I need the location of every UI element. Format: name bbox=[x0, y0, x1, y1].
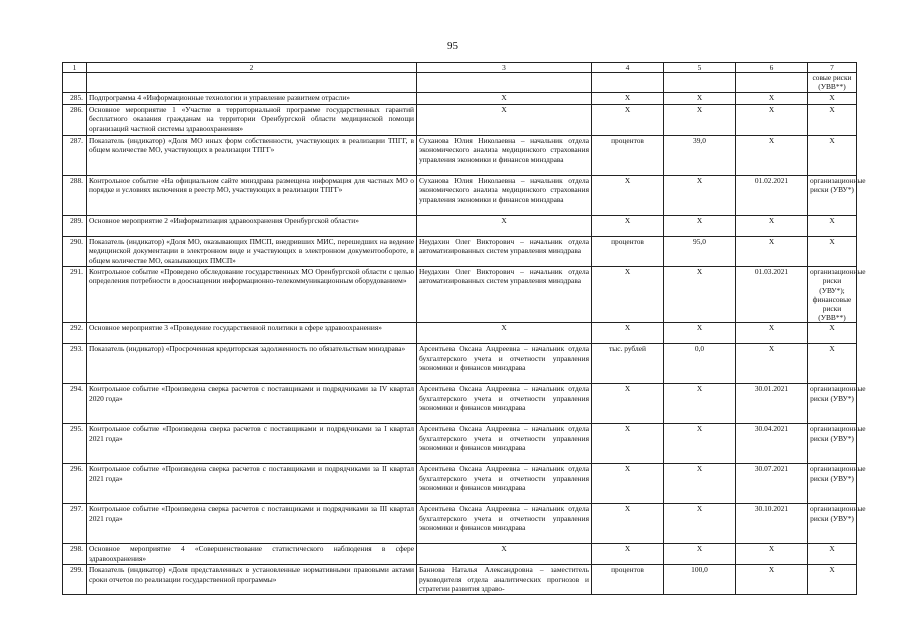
responsible-cell: Х bbox=[417, 323, 592, 344]
row-number-cell: 297. bbox=[63, 504, 87, 544]
date-cell: 30.07.2021 bbox=[736, 464, 808, 504]
unit-cell: Х bbox=[592, 504, 664, 544]
value-cell: 39,0 bbox=[664, 136, 736, 176]
table-row bbox=[63, 344, 857, 384]
date-cell: Х bbox=[736, 544, 808, 565]
unit-cell: Х bbox=[592, 176, 664, 216]
description-cell: Основное мероприятие 4 «Совершенствование статистического наблюдения в сфере здравоохранения» bbox=[87, 544, 417, 565]
unit-cell: Х bbox=[592, 323, 664, 344]
table-row bbox=[63, 216, 857, 237]
value-cell: Х bbox=[664, 176, 736, 216]
date-cell: Х bbox=[736, 344, 808, 384]
responsible-cell bbox=[417, 73, 592, 93]
responsible-cell: Суханова Юлия Николаевна – начальник отдела экономического анализа медицинского страхования управления экономики и финансов минздрава bbox=[417, 176, 592, 216]
responsible-cell: Х bbox=[417, 105, 592, 136]
row-number-cell: 290. bbox=[63, 237, 87, 267]
header-row bbox=[63, 63, 857, 73]
description-cell: Контрольное событие «Произведена сверка расчетов с поставщиками и подрядчиками за II квартал 2021 года» bbox=[87, 464, 417, 504]
unit-cell bbox=[592, 73, 664, 93]
header-cell: 5 bbox=[664, 63, 736, 73]
table-row bbox=[63, 105, 857, 136]
description-cell: Показатель (индикатор) «Доля МО иных форм собственности, участвующих в реализации ТПГГ, в общем количестве МО, участвующих в реализации ТПГГ» bbox=[87, 136, 417, 176]
value-cell: Х bbox=[664, 424, 736, 464]
description-cell: Контрольное событие «На официальном сайте минздрава размещена информация для частных МО о порядке и условиях включения в реестр МО, участвующих в реализации ТПГГ» bbox=[87, 176, 417, 216]
responsible-cell: Неудахин Олег Викторович – начальник отдела автоматизированных систем управления минздрава bbox=[417, 237, 592, 267]
unit-cell: процентов bbox=[592, 237, 664, 267]
risk-cell: Х bbox=[808, 237, 857, 267]
value-cell: Х bbox=[664, 216, 736, 237]
responsible-cell: Арсентьева Оксана Андреевна – начальник отдела бухгалтерского учета и отчетности управления экономики и финансов минздрава bbox=[417, 384, 592, 424]
risk-cell: организационные риски (УВУ*) bbox=[808, 424, 857, 464]
header-cell: 4 bbox=[592, 63, 664, 73]
date-cell: Х bbox=[736, 105, 808, 136]
page-number: 95 bbox=[447, 40, 458, 52]
risk-cell: организационные риски (УВУ*) bbox=[808, 504, 857, 544]
table-body bbox=[63, 63, 866, 595]
risk-cell: Х bbox=[808, 544, 857, 565]
value-cell: 100,0 bbox=[664, 565, 736, 595]
row-number-cell: 294. bbox=[63, 384, 87, 424]
unit-cell: Х bbox=[592, 384, 664, 424]
unit-cell: Х bbox=[592, 267, 664, 323]
responsible-cell: Арсентьева Оксана Андреевна – начальник отдела бухгалтерского учета и отчетности управления экономики и финансов минздрава bbox=[417, 504, 592, 544]
description-cell: Основное мероприятие 1 «Участие в территориальной программе государственных гарантий бесплатного оказания гражданам на территории Оренбургской области медицинской помощи организаций частной системы здравоохранения» bbox=[87, 105, 417, 136]
row-number-cell: 299. bbox=[63, 565, 87, 595]
row-number-cell: 296. bbox=[63, 464, 87, 504]
value-cell: Х bbox=[664, 384, 736, 424]
value-cell: Х bbox=[664, 544, 736, 565]
date-cell: Х bbox=[736, 565, 808, 595]
risk-cell: Х bbox=[808, 216, 857, 237]
table-row bbox=[63, 504, 857, 544]
responsible-cell: Арсентьева Оксана Андреевна – начальник отдела бухгалтерского учета и отчетности управления экономики и финансов минздрава bbox=[417, 424, 592, 464]
date-cell: 30.01.2021 bbox=[736, 384, 808, 424]
value-cell: Х bbox=[664, 93, 736, 105]
description-cell bbox=[87, 73, 417, 93]
unit-cell: тыс. рублей bbox=[592, 344, 664, 384]
responsible-cell: Х bbox=[417, 216, 592, 237]
row-number-cell: 295. bbox=[63, 424, 87, 464]
header-cell: 3 bbox=[417, 63, 592, 73]
risk-cell: организационные риски (УВУ*) bbox=[808, 176, 857, 216]
date-cell bbox=[736, 73, 808, 93]
responsible-cell: Арсентьева Оксана Андреевна – начальник отдела бухгалтерского учета и отчетности управления экономики и финансов минздрава bbox=[417, 464, 592, 504]
table-row bbox=[63, 323, 857, 344]
date-cell: Х bbox=[736, 237, 808, 267]
date-cell: Х bbox=[736, 216, 808, 237]
table-row bbox=[63, 93, 857, 105]
description-cell: Основное мероприятие 3 «Проведение государственной политики в сфере здравоохранения» bbox=[87, 323, 417, 344]
header-cell: 1 bbox=[63, 63, 87, 73]
unit-cell: Х bbox=[592, 464, 664, 504]
date-cell: 01.02.2021 bbox=[736, 176, 808, 216]
value-cell: 0,0 bbox=[664, 344, 736, 384]
row-number-cell: 289. bbox=[63, 216, 87, 237]
value-cell: Х bbox=[664, 323, 736, 344]
value-cell: Х bbox=[664, 267, 736, 323]
header-cell: 7 bbox=[808, 63, 857, 73]
description-cell: Показатель (индикатор) «Просроченная кредиторская задолженность по обязательствам минздрава» bbox=[87, 344, 417, 384]
table-row bbox=[63, 73, 857, 93]
responsible-cell: Х bbox=[417, 93, 592, 105]
table-row bbox=[63, 176, 857, 216]
unit-cell: Х bbox=[592, 544, 664, 565]
description-cell: Показатель (индикатор) «Доля представленных в установленные нормативными правовыми актами сроки отчетов по реализации государственной программы» bbox=[87, 565, 417, 595]
row-number-cell: 286. bbox=[63, 105, 87, 136]
unit-cell: процентов bbox=[592, 136, 664, 176]
description-cell: Подпрограмма 4 «Информационные технологии и управление развитием отрасли» bbox=[87, 93, 417, 105]
row-number-cell: 293. bbox=[63, 344, 87, 384]
unit-cell: Х bbox=[592, 424, 664, 464]
description-cell: Контрольное событие «Проведено обследование государственных МО Оренбургской области с целью определения потребности в дооснащении информационно-телекоммуникационным оборудованием» bbox=[87, 267, 417, 323]
row-number-cell bbox=[63, 73, 87, 93]
table-row bbox=[63, 565, 857, 595]
date-cell: 30.04.2021 bbox=[736, 424, 808, 464]
unit-cell: Х bbox=[592, 93, 664, 105]
description-cell: Показатель (индикатор) «Доля МО, оказывающих ПМСП, внедривших МИС, перешедших на ведение медицинской документации в электронном виде и участвующих в электронном документообороте, в общем количестве МО, оказывающих ПМСП» bbox=[87, 237, 417, 267]
responsible-cell: Суханова Юлия Николаевна – начальник отдела экономического анализа медицинского страхования управления экономики и финансов минздрава bbox=[417, 136, 592, 176]
risk-cell: Х bbox=[808, 136, 857, 176]
value-cell: 95,0 bbox=[664, 237, 736, 267]
table-row bbox=[63, 464, 857, 504]
date-cell: 30.10.2021 bbox=[736, 504, 808, 544]
table-row bbox=[63, 544, 857, 565]
row-number-cell: 285. bbox=[63, 93, 87, 105]
risk-cell: организационные риски (УВУ*) bbox=[808, 384, 857, 424]
unit-cell: Х bbox=[592, 216, 664, 237]
value-cell: Х bbox=[664, 464, 736, 504]
description-cell: Основное мероприятие 2 «Информатизация здравоохранения Оренбургской области» bbox=[87, 216, 417, 237]
row-number-cell: 298. bbox=[63, 544, 87, 565]
header-cell: 6 bbox=[736, 63, 808, 73]
table-row bbox=[63, 237, 857, 267]
risk-cell: организационные риски (УВУ*); финансовые риски (УВВ**) bbox=[808, 267, 857, 323]
risk-cell: Х bbox=[808, 344, 857, 384]
value-cell bbox=[664, 73, 736, 93]
table-row bbox=[63, 384, 857, 424]
responsible-cell: Баннова Наталья Александровна – заместитель руководителя отдела аналитических прогнозов и стратегии развития здраво- bbox=[417, 565, 592, 595]
risk-cell: Х bbox=[808, 105, 857, 136]
risk-cell: Х bbox=[808, 93, 857, 105]
table-row bbox=[63, 267, 857, 323]
row-number-cell: 292. bbox=[63, 323, 87, 344]
responsible-cell: Неудахин Олег Викторович – начальник отдела автоматизированных систем управления минздрава bbox=[417, 267, 592, 323]
row-number-cell: 291. bbox=[63, 267, 87, 323]
row-number-cell: 288. bbox=[63, 176, 87, 216]
action-plan-table bbox=[62, 62, 866, 595]
date-cell: Х bbox=[736, 136, 808, 176]
description-cell: Контрольное событие «Произведена сверка расчетов с поставщиками и подрядчиками за IV квартал 2020 года» bbox=[87, 384, 417, 424]
value-cell: Х bbox=[664, 105, 736, 136]
responsible-cell: Х bbox=[417, 544, 592, 565]
risk-cell: Х bbox=[808, 565, 857, 595]
unit-cell: процентов bbox=[592, 565, 664, 595]
date-cell: Х bbox=[736, 323, 808, 344]
date-cell: Х bbox=[736, 93, 808, 105]
table-row bbox=[63, 136, 857, 176]
description-cell: Контрольное событие «Произведена сверка расчетов с поставщиками и подрядчиками за I квартал 2021 года» bbox=[87, 424, 417, 464]
date-cell: 01.03.2021 bbox=[736, 267, 808, 323]
row-number-cell: 287. bbox=[63, 136, 87, 176]
risk-cell: Х bbox=[808, 323, 857, 344]
responsible-cell: Арсентьева Оксана Андреевна – начальник отдела бухгалтерского учета и отчетности управления экономики и финансов минздрава bbox=[417, 344, 592, 384]
header-cell: 2 bbox=[87, 63, 417, 73]
risk-cell: организационные риски (УВУ*) bbox=[808, 464, 857, 504]
description-cell: Контрольное событие «Произведена сверка расчетов с поставщиками и подрядчиками за III квартал 2021 года» bbox=[87, 504, 417, 544]
unit-cell: Х bbox=[592, 105, 664, 136]
value-cell: Х bbox=[664, 504, 736, 544]
risk-cell: совые риски (УВВ**) bbox=[808, 73, 857, 93]
table-row bbox=[63, 424, 857, 464]
